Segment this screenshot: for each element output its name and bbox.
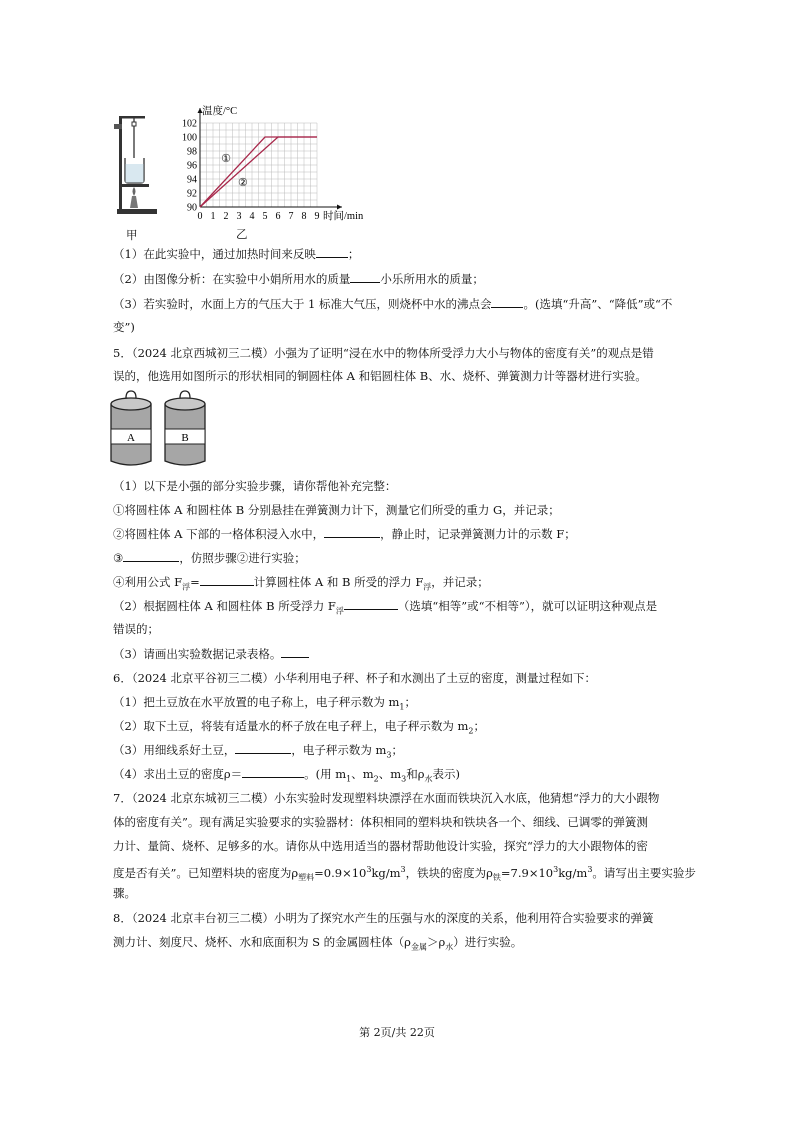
q5-stem-1: 5．（2024 北京西城初三二模）小强为了证明“浸在水中的物体所受浮力大小与物体的密度有关”的观点是错 [113,346,654,360]
q6-stem: 6．（2024 北京平谷初三二模）小华利用电子秤、杯子和水测出了土豆的密度，测量过程如下： [113,671,596,685]
q4-part3: （3）若实验时，水面上方的气压大于 1 标准大气压，则烧杯中水的沸点会 。(选填“升高”、“降低”或“不 [113,297,673,311]
y-tick-label: 96 [187,160,197,172]
cylinders-figure [110,390,220,470]
q7-line3: 力计、量筒、烧杯、足够多的水。请你从中选用适当的器材帮助他设计实验，探究“浮力的大小跟物体的密 [113,839,648,853]
cylinder-a [111,391,151,465]
y-tick-label: 90 [187,202,197,214]
q5-step3: ③ ，仿照步骤②进行实验； [113,551,306,565]
q7-line1: 7．（2024 北京东城初三二模）小东实验时发现塑料块漂浮在水面而铁块沉入水底，他猜想“浮力的大小跟物 [113,791,660,805]
y-axis-label: 温度/°C [202,106,238,117]
cylinder-b-label: B [181,432,189,444]
q5-stem-2: 误的，他选用如图所示的形状相同的铜圆柱体 A 和铝圆柱体 B、水、烧杯、弹簧测力计等器材进行实验。 [113,369,647,383]
q5-part2: （2）根据圆柱体 A 和圆柱体 B 所受浮力 $F_浮$ （选填“相等”或“不相等”），就可以证明这种观点是 [113,599,658,616]
x-axis-label: 时间/min [323,211,364,222]
q5-part2-cont: 错误的； [113,622,159,636]
temperature-time-chart [176,104,372,224]
x-tick-label: 7 [288,211,294,222]
x-axis-arrow [337,205,342,210]
x-tick-label: 4 [249,211,255,222]
y-tick-label: 94 [187,174,197,186]
q8-line2: 测力计、刻度尺、烧杯、水和底面积为 S 的金属圆柱体$(\rho_{金属}>\rho_水)$进行实验。 [113,935,523,952]
q7-line4: 度是否有关”。已知塑料块的密度为$\rho_{塑料}=0.9\times 10^3kg/m^3$，铁块的密度为$\rho_铁=7.9\times 10^3kg/m^3$。请写出主要实验步 [113,865,696,883]
q6-part4: （4）求出土豆的密度ρ＝ 。(用 $m_1$、$m_2$、$m_3$和$\rho_水$表示) [113,767,460,784]
page-footer: 第 2页/共 22页 [359,1026,435,1039]
q7-line5: 骤。 [113,886,136,900]
q4-part3-cont: 变”) [113,320,135,334]
x-tick-label: 1 [210,211,216,222]
y-tick-label: 102 [182,118,197,130]
q5-step1: ①将圆柱体 A 和圆柱体 B 分别悬挂在弹簧测力计下，测量它们所受的重力 G，并记录； [113,503,560,517]
y-tick-label: 100 [182,132,197,144]
q5-step2: ②将圆柱体 A 下部的一格体积浸入水中， ，静止时，记录弹簧测力计的示数 F； [113,527,576,541]
x-tick-label: 8 [301,211,307,222]
x-tick-label: 9 [314,211,320,222]
q4-part1: （1）在此实验中，通过加热时间来反映 ； [113,247,360,261]
cylinder-b [165,391,205,465]
x-tick-label: 6 [275,211,281,222]
q8-line1: 8．（2024 北京丰台初三二模）小明为了探究水产生的压强与水的深度的关系，他利用符合实验要求的弹簧 [113,911,654,925]
q5-part3: （3）请画出实验数据记录表格。 [113,646,309,662]
q6-part2: （2）取下土豆，将装有适量水的杯子放在电子秤上，电子秤示数为 $m_2$； [113,719,485,736]
q6-part1: （1）把土豆放在水平放置的电子称上，电子秤示数为 $m_1$； [113,695,416,712]
y-tick-label: 98 [187,146,197,158]
q7-line2: 体的密度有关”。现有满足实验要求的实验器材：体积相同的塑料块和铁块各一个、细线、已调零的弹簧测 [113,815,648,829]
q6-part3: （3）用细线系好土豆， ，电子秤示数为 $m_3$； [113,743,403,760]
curve-2-marker: ② [237,177,248,189]
figure-left-label: 甲 [126,228,138,242]
q4-part2: （2）由图像分析：在实验中小娟所用水的质量 小乐所用水的质量； [113,272,484,286]
x-tick-label: 3 [236,211,242,222]
x-tick-label: 0 [197,211,203,222]
figure-right-label: 乙 [236,227,248,241]
q5-part1: （1）以下是小强的部分实验步骤，请你帮他补充完整： [113,479,397,493]
x-tick-label: 2 [223,211,229,222]
apparatus-figure [110,108,160,228]
cylinder-a-label: A [127,432,135,444]
q5-step4: ④利用公式 $F_浮=$ 计算圆柱体 A 和 B 所受的浮力 $F_浮$，并记录； [113,575,489,592]
y-tick-label: 92 [187,188,197,200]
curve-1-marker: ① [221,153,231,166]
x-tick-label: 5 [262,211,268,222]
